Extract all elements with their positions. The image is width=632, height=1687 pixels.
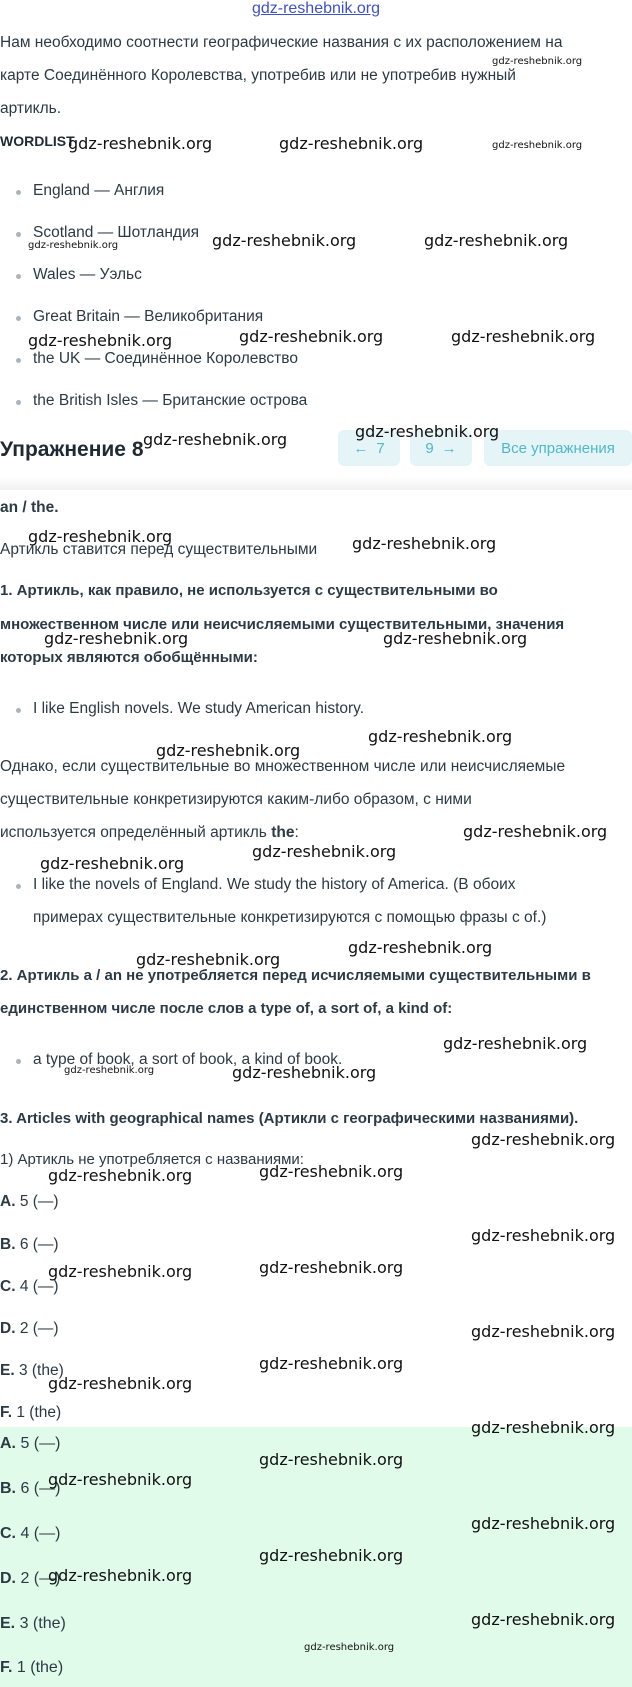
next-exercise-number: 9	[425, 439, 434, 457]
watermark: gdz-reshebnik.org	[68, 134, 213, 153]
wordlist-title: WORDLIST	[0, 133, 75, 149]
task-text-line: Нам необходимо соотнести географические названия с их расположением на	[0, 34, 563, 51]
wordlist-item: England — Англия	[33, 182, 165, 199]
bullet-icon	[16, 190, 21, 195]
answer-value: 2 (—)	[20, 1570, 61, 1587]
watermark: gdz-reshebnik.org	[44, 629, 189, 648]
watermark: gdz-reshebnik.org	[48, 1566, 193, 1585]
example-item: примерах существительные конкретизируются с помощью фразы с of.)	[33, 909, 547, 926]
watermark: gdz-reshebnik.org	[48, 1262, 193, 1281]
watermark: gdz-reshebnik.org	[48, 1374, 193, 1393]
answer-letter: D.	[0, 1320, 16, 1337]
watermark: gdz-reshebnik.org	[424, 231, 569, 250]
theory-text-part: используется определённый артикль	[0, 824, 267, 841]
example-item: I like the novels of England. We study the history of America. (В обоих	[33, 876, 516, 893]
highlighted-answer-item	[0, 1615, 66, 1633]
arrow-left-icon: ←	[353, 439, 369, 457]
rule-heading: множественном числе или неисчисляемыми существительными, значения	[0, 616, 565, 633]
watermark: gdz-reshebnik.org	[471, 1514, 616, 1533]
theory-text: Однако, если существительные во множественном числе или неисчисляемые	[0, 758, 566, 775]
prev-exercise-number: 7	[376, 439, 385, 457]
highlighted-answer-item	[0, 1525, 60, 1543]
theory-text	[0, 824, 299, 842]
answer-letter: D.	[0, 1570, 16, 1587]
watermark: gdz-reshebnik.org	[304, 1642, 395, 1653]
theory-text: an / the.	[0, 499, 59, 516]
watermark: gdz-reshebnik.org	[463, 822, 608, 841]
watermark: gdz-reshebnik.org	[212, 231, 357, 250]
answer-value: 5 (—)	[19, 1193, 59, 1210]
watermark: gdz-reshebnik.org	[259, 1258, 404, 1277]
watermark: gdz-reshebnik.org	[471, 1610, 616, 1629]
watermark: gdz-reshebnik.org	[492, 56, 583, 67]
answer-value: 6 (—)	[19, 1236, 59, 1253]
answer-letter: A.	[0, 1435, 16, 1452]
watermark: gdz-reshebnik.org	[48, 1166, 193, 1185]
bullet-icon	[16, 1059, 21, 1064]
watermark: gdz-reshebnik.org	[355, 422, 500, 441]
watermark: gdz-reshebnik.org	[143, 430, 288, 449]
watermark: gdz-reshebnik.org	[48, 1470, 193, 1489]
answer-value: 3 (the)	[19, 1615, 66, 1632]
watermark: gdz-reshebnik.org	[471, 1226, 616, 1245]
bullet-icon	[16, 274, 21, 279]
watermark: gdz-reshebnik.org	[239, 327, 384, 346]
watermark: gdz-reshebnik.org	[279, 134, 424, 153]
bullet-icon	[16, 232, 21, 237]
example-item: I like English novels. We study American history.	[33, 700, 365, 717]
rule-heading: единственном числе после слов a type of, a sort of, a kind of:	[0, 1000, 453, 1017]
wordlist-item: Great Britain — Великобритания	[33, 308, 264, 325]
watermark: gdz-reshebnik.org	[28, 240, 119, 251]
answer-value: 2 (—)	[19, 1320, 59, 1337]
answer-letter: A.	[0, 1193, 16, 1210]
watermark: gdz-reshebnik.org	[28, 527, 173, 546]
site-url-link[interactable]: gdz-reshebnik.org	[251, 0, 381, 17]
answer-letter: B.	[0, 1236, 16, 1253]
watermark: gdz-reshebnik.org	[368, 727, 513, 746]
answer-item	[0, 1236, 59, 1254]
theory-text: существительные конкретизируются каким-либо образом, с ними	[0, 791, 472, 808]
answer-value: 5 (—)	[20, 1435, 61, 1452]
theory-text: Артикль ставится перед существительными	[0, 541, 318, 558]
bullet-icon	[16, 884, 21, 889]
theory-colon: :	[294, 824, 299, 841]
watermark: gdz-reshebnik.org	[64, 1065, 155, 1076]
watermark: gdz-reshebnik.org	[136, 950, 281, 969]
all-exercises-button[interactable]: Все упражнения	[484, 430, 632, 466]
rule-heading: 3. Articles with geographical names (Артикли с географическими названиями).	[0, 1110, 579, 1127]
watermark: gdz-reshebnik.org	[259, 1162, 404, 1181]
answer-value: 4 (—)	[19, 1278, 59, 1295]
article-the: the	[271, 824, 295, 841]
watermark: gdz-reshebnik.org	[471, 1418, 616, 1437]
answer-letter: F.	[0, 1404, 13, 1421]
answer-value: 6 (—)	[20, 1480, 61, 1497]
watermark: gdz-reshebnik.org	[492, 140, 583, 151]
answer-value: 3 (the)	[18, 1362, 64, 1379]
answer-value: 4 (—)	[20, 1525, 61, 1542]
bullet-icon	[16, 400, 21, 405]
watermark: gdz-reshebnik.org	[471, 1322, 616, 1341]
theory-text: 1) Артикль не употребляется с названиями:	[0, 1151, 304, 1168]
arrow-right-icon: →	[441, 439, 457, 457]
answer-letter: E.	[0, 1362, 15, 1379]
rule-heading: которых являются обобщёнными:	[0, 649, 258, 666]
watermark: gdz-reshebnik.org	[471, 1130, 616, 1149]
answer-item	[0, 1404, 61, 1422]
rule-heading: 2. Артикль a / an не употребляется перед исчисляемыми существительными в	[0, 967, 591, 984]
answer-letter: C.	[0, 1278, 16, 1295]
rule-heading: 1. Артикль, как правило, не используется с существительными во	[0, 582, 498, 599]
wordlist-item: Scotland — Шотландия	[33, 224, 199, 241]
answer-letter: B.	[0, 1480, 16, 1497]
example-item: a type of book, a sort of book, a kind of book.	[33, 1051, 343, 1068]
answer-value: 1 (the)	[16, 1404, 62, 1421]
wordlist-item: the British Isles — Британские острова	[33, 392, 308, 409]
watermark: gdz-reshebnik.org	[383, 629, 528, 648]
watermark: gdz-reshebnik.org	[156, 741, 301, 760]
bullet-icon	[16, 708, 21, 713]
watermark: gdz-reshebnik.org	[259, 1450, 404, 1469]
answer-value: 1 (the)	[16, 1659, 64, 1676]
header-divider	[0, 476, 632, 490]
answer-letter: F.	[0, 1659, 13, 1676]
highlighted-answer-item	[0, 1659, 63, 1677]
bullet-icon	[16, 316, 21, 321]
answer-item	[0, 1320, 59, 1338]
task-text-line: артикль.	[0, 100, 62, 117]
watermark: gdz-reshebnik.org	[352, 534, 497, 553]
wordlist-item: the UK — Соединённое Королевство	[33, 350, 298, 367]
bullet-icon	[16, 358, 21, 363]
watermark: gdz-reshebnik.org	[259, 1354, 404, 1373]
task-text-line: карте Соединённого Королевства, употребив или не употребив нужный	[0, 67, 516, 84]
watermark: gdz-reshebnik.org	[28, 331, 173, 350]
watermark: gdz-reshebnik.org	[443, 1034, 588, 1053]
answer-letter: C.	[0, 1525, 16, 1542]
watermark: gdz-reshebnik.org	[252, 842, 397, 861]
watermark: gdz-reshebnik.org	[348, 938, 493, 957]
answer-item	[0, 1193, 59, 1211]
watermark: gdz-reshebnik.org	[232, 1063, 377, 1082]
highlighted-answer-item	[0, 1435, 60, 1453]
exercise-title: Упражнение 8	[0, 438, 144, 461]
watermark: gdz-reshebnik.org	[40, 854, 185, 873]
answer-letter: E.	[0, 1615, 16, 1632]
watermark: gdz-reshebnik.org	[259, 1546, 404, 1565]
watermark: gdz-reshebnik.org	[451, 327, 596, 346]
wordlist-item: Wales — Уэльс	[33, 266, 142, 283]
